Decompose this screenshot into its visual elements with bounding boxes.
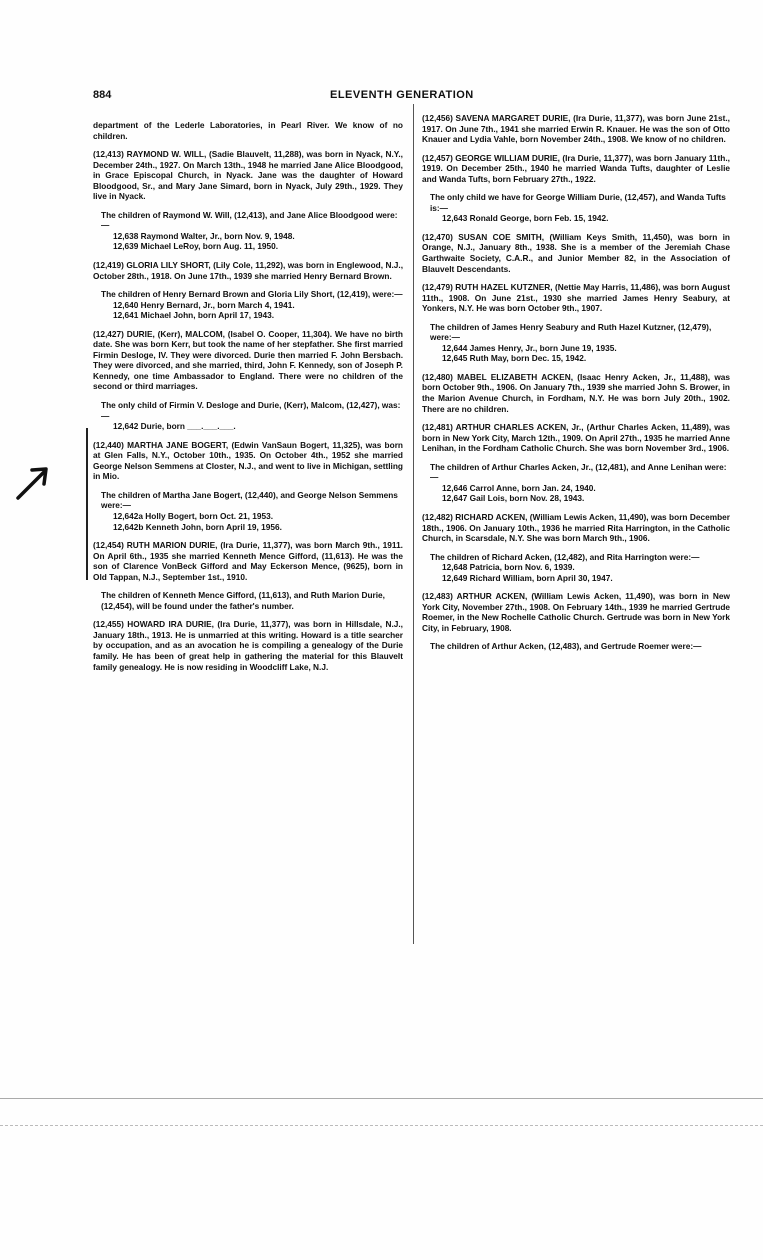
child-record: 12,643 Ronald George, born Feb. 15, 1942. (442, 213, 609, 224)
page-number: 884 (93, 89, 112, 101)
children-intro: The children of Richard Acken, (12,482), and Rita Harrington were:— (430, 551, 700, 562)
children-block (101, 210, 403, 252)
page-title: ELEVENTH GENERATION (330, 89, 474, 101)
children-intro: The children of Kenneth Mence Gifford, (11,613), and Ruth Marion Durie, (12,454), will be found under the father's number. (101, 590, 385, 611)
genealogy-entry: (12,455) HOWARD IRA DURIE, (Ira Durie, 11,377), was born in Hillsdale, N.J., January 18th., 1913. He is unmarried at this writing. Howard is a title searcher by occupation, and as an avocation he is compiling a genealogy of the Durie family. He has been of great help in gathering the material for this Blauvelt family genealogy. He is now residing in Woodcliff Lake, N.J. (93, 619, 403, 672)
genealogy-entry: (12,413) RAYMOND W. WILL, (Sadie Blauvelt, 11,288), was born in Nyack, N.Y., December 24th., 1927. On March 13th., 1948 he married Jane Alice Bloodgood, in Grace Episcopal Church, in Nyack. Jane was the daughter of Howard Bloodgood, Sr., and Mary Jane Simard, born in Nyack, July 29th., 1929. They live in Nyack. (93, 149, 403, 202)
left-column (93, 120, 403, 680)
genealogy-entry: (12,483) ARTHUR ACKEN, (William Lewis Acken, 11,490), was born in New York City, November 27th., 1908. On February 14th., 1939 he married Gertrude Roemer, in the New Rochelle Catholic Church. Gertrude was born in New York City, in February, 1908. (422, 591, 730, 633)
child-record: 12,645 Ruth May, born Dec. 15, 1942. (442, 353, 587, 364)
child-record: 12,640 Henry Bernard, Jr., born March 4, 1941. (113, 299, 295, 310)
children-intro: The only child of Firmin V. Desloge and Durie, (Kerr), Malcom, (12,427), was:— (101, 400, 401, 421)
child-record: 12,639 Michael LeRoy, born Aug. 11, 1950. (113, 241, 279, 252)
genealogy-entry: (12,457) GEORGE WILLIAM DURIE, (Ira Durie, 11,377), was born January 11th., 1919. On December 25th., 1940 he married Wanda Tufts, daughter of Leslie and Wanda Tufts, born February 27th., 1922. (422, 152, 730, 184)
genealogy-entry: (12,427) DURIE, (Kerr), MALCOM, (Isabel O. Cooper, 11,304). We have no birth date. She was born Kerr, but took the name of her stepfather. She first married Firmin Desloge, IV. They were divorced. Durie then married F. John Bersbach. They were divorced, and she married, third, John F. Kennedy, son of Joseph P. Kennedy, one time Ambassador to England. There were no children of the second or third marriages. (93, 328, 403, 392)
children-block (430, 322, 730, 364)
child-record: 12,642a Holly Bogert, born Oct. 21, 1953. (113, 510, 274, 521)
scan-artifact-dots (0, 1125, 763, 1127)
page-header (0, 89, 763, 105)
children-intro: The children of Henry Bernard Brown and Gloria Lily Short, (12,419), were:— (101, 289, 403, 300)
children-intro: The children of Arthur Acken, (12,483), and Gertrude Roemer were:— (430, 641, 702, 652)
children-block (101, 590, 403, 611)
children-block (430, 192, 730, 224)
genealogy-entry: (12,440) MARTHA JANE BOGERT, (Edwin VanSaun Bogert, 11,325), was born at Glen Falls, N.Y., October 10th., 1935. On October 4th., 1952 she married George Nelson Semmens at Closter, N.J., and went to live in Michigan, settling in Mio. (93, 439, 403, 482)
genealogy-entry: (12,480) MABEL ELIZABETH ACKEN, (Isaac Henry Acken, Jr., 11,488), was born October 9th., 1906. On January 7th., 1939 she married John S. Brower, in the Marion Avenue Church, in Fordham, N.Y. He was born July 20th., 1902. There are no children. (422, 371, 730, 414)
children-intro: The children of Raymond W. Will, (12,413), and Jane Alice Bloodgood were:— (101, 209, 398, 231)
genealogy-entry: (12,479) RUTH HAZEL KUTZNER, (Nettie May Harris, 11,486), was born August 11th., 1908. On June 21st., 1930 she married James Henry Seabury, at Yonkers, N.Y. He was born October 9th., 1907. (422, 282, 730, 314)
child-record: 12,642b Kenneth John, born April 19, 1956. (113, 521, 282, 532)
child-record: 12,646 Carrol Anne, born Jan. 24, 1940. (442, 482, 596, 493)
child-record: 12,638 Raymond Walter, Jr., born Nov. 9, 1948. (113, 230, 295, 241)
children-block (430, 641, 730, 652)
margin-mark (86, 428, 88, 580)
child-record: 12,642 Durie, born ___.___.___. (113, 421, 236, 432)
children-block (430, 462, 730, 504)
genealogy-entry: (12,419) GLORIA LILY SHORT, (Lily Cole, 11,292), was born in Englewood, N.J., October 28th., 1918. On June 17th., 1939 she married Henry Bernard Brown. (93, 260, 403, 281)
children-block (101, 490, 403, 532)
children-block (101, 289, 403, 321)
genealogy-entry: (12,481) ARTHUR CHARLES ACKEN, Jr., (Arthur Charles Acken, 11,489), was born in New York City, March 12th., 1909. On April 27th., 1935 he married Anne Lenihan, in the Fordham Catholic Church. She was born November 3rd., 1906. (422, 422, 730, 454)
children-intro: The children of James Henry Seabury and Ruth Hazel Kutzner, (12,479), were:— (430, 321, 712, 343)
scan-artifact-line (0, 1098, 763, 1099)
genealogy-entry: (12,454) RUTH MARION DURIE, (Ira Durie, 11,377), was born March 9th., 1911. On April 6th., 1935 she married Kenneth Mence Gifford, (11,613). He was the son of Clarence VonBeck Gifford and May Eckerson Mence, (9625), born in Old Tappan, N.J., September 1st., 1910. (93, 540, 403, 582)
child-record: 12,644 James Henry, Jr., born June 19, 1935. (442, 342, 617, 353)
children-block (430, 552, 730, 584)
child-record: 12,648 Patricia, born Nov. 6, 1939. (442, 562, 575, 573)
child-record: 12,641 Michael John, born April 17, 1943. (113, 310, 275, 321)
child-record: 12,647 Gail Lois, born Nov. 28, 1943. (442, 493, 585, 504)
genealogy-entry: (12,470) SUSAN COE SMITH, (William Keys Smith, 11,450), was born in Orange, N.J., January 8th., 1938. She is a member of the Jeremiah Chase Garthwaite Society, C.A.R., and Junior Member 82, in the Association of Blauvelt Descendants. (422, 231, 730, 274)
column-divider (413, 104, 414, 944)
child-record: 12,649 Richard William, born April 30, 1947. (442, 572, 613, 583)
genealogy-entry: (12,456) SAVENA MARGARET DURIE, (Ira Durie, 11,377), was born June 21st., 1917. On June 7th., 1941 she married Erwin R. Knauer. He was the son of Otto Knauer and Lydia Vahle, born November 24th., 1908. We know of no children. (422, 113, 730, 145)
children-block (101, 400, 403, 432)
children-intro: The children of Martha Jane Bogert, (12,440), and George Nelson Semmens were:— (101, 489, 398, 511)
handwritten-arrow-icon (14, 460, 54, 500)
right-column (422, 113, 730, 660)
children-intro: The children of Arthur Charles Acken, Jr., (12,481), and Anne Lenihan were:— (430, 461, 727, 483)
children-intro: The only child we have for George William Durie, (12,457), and Wanda Tufts is:— (430, 192, 726, 213)
genealogy-entry: department of the Lederle Laboratories, in Pearl River. We know of no children. (93, 120, 403, 141)
genealogy-entry: (12,482) RICHARD ACKEN, (William Lewis Acken, 11,490), was born December 18th., 1906. On January 10th., 1936 he married Rita Harrington, in the Catholic Church, in Scarsdale, N.Y. She was born March 9th., 1906. (422, 511, 730, 544)
